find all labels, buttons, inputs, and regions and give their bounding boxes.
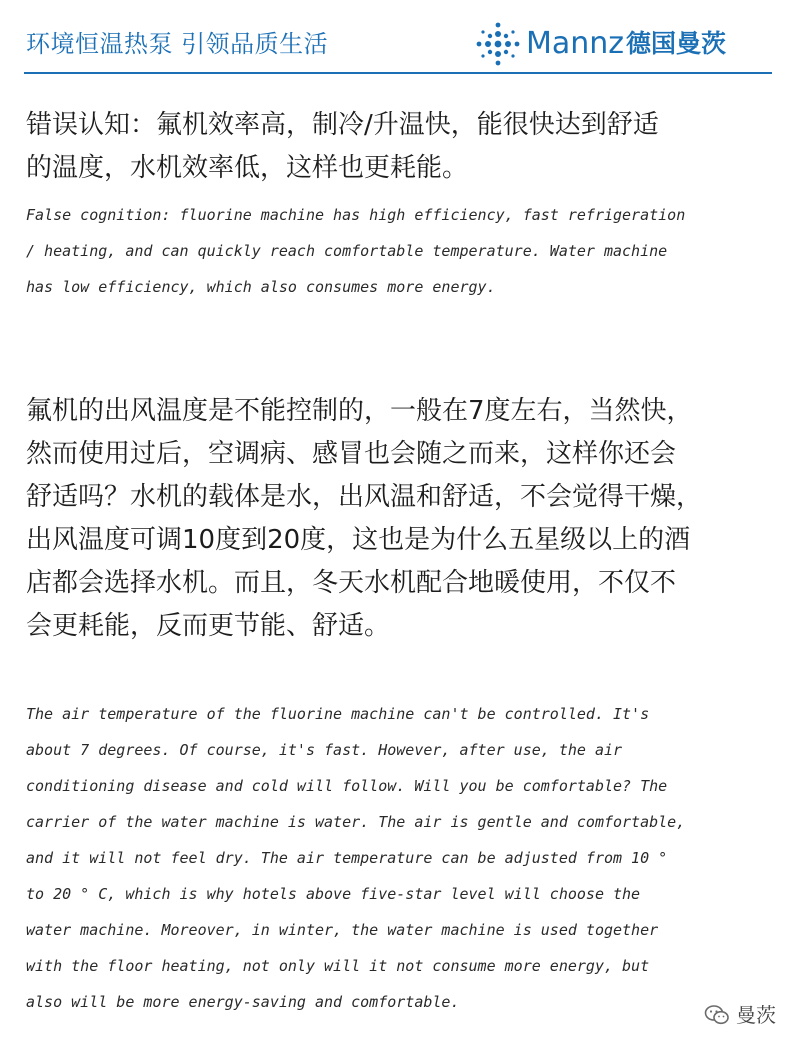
section1-chinese-text — [26, 104, 786, 190]
text-line: 会更耗能，反而更节能、舒适。 — [26, 611, 391, 641]
brand-logo-chinese: 德国曼茨 — [626, 29, 727, 58]
text-line: carrier of the water machine is water. The air is gentle and comfortable, — [26, 813, 686, 831]
brand-logo — [472, 20, 726, 68]
text-line: has low efficiency, which also consumes more energy. — [26, 278, 496, 296]
section2-english-text — [26, 696, 786, 1020]
text-line: 的温度，水机效率低，这样也更耗能。 — [26, 153, 469, 183]
brand-logo-latin: Mannz — [526, 26, 625, 61]
wechat-account-name: 曼茨 — [736, 1003, 776, 1027]
text-line: The air temperature of the fluorine machine can't be controlled. It's — [26, 705, 650, 723]
text-line: 错误认知：氟机效率高，制冷/升温快，能很快达到舒适 — [26, 110, 659, 140]
text-line: and it will not feel dry. The air temperature can be adjusted from 10 ° — [26, 849, 668, 867]
molecule-dots-icon — [472, 20, 524, 68]
header-divider — [24, 72, 772, 74]
header-slogan: 环境恒温热泵 引领品质生活 — [26, 30, 329, 58]
text-line: water machine. Moreover, in winter, the water machine is used together — [26, 921, 659, 939]
section2-chinese-text — [26, 390, 786, 648]
section1-english-text — [26, 197, 786, 305]
text-line: also will be more energy-saving and comfortable. — [26, 993, 460, 1011]
wechat-account-tag[interactable] — [704, 1000, 776, 1030]
text-line: 氟机的出风温度是不能控制的，一般在7度左右，当然快， — [26, 396, 693, 426]
text-line: 然而使用过后，空调病、感冒也会随之而来，这样你还会 — [26, 439, 677, 469]
text-line: 出风温度可调10度到20度，这也是为什么五星级以上的酒 — [26, 525, 691, 555]
text-line: to 20 ° C, which is why hotels above five-star level will choose the — [26, 885, 641, 903]
wechat-icon — [704, 1004, 730, 1026]
text-line: about 7 degrees. Of course, it's fast. However, after use, the air — [26, 741, 623, 759]
text-line: / heating, and can quickly reach comfortable temperature. Water machine — [26, 242, 668, 260]
page-header — [0, 0, 800, 74]
text-line: False cognition: fluorine machine has high efficiency, fast refrigeration — [26, 206, 686, 224]
text-line: 店都会选择水机。而且，冬天水机配合地暖使用，不仅不 — [26, 568, 677, 598]
text-line: 舒适吗？水机的载体是水，出风温和舒适，不会觉得干燥， — [26, 482, 703, 512]
text-line: conditioning disease and cold will follow. Will you be comfortable? The — [26, 777, 668, 795]
text-line: with the floor heating, not only will it not consume more energy, but — [26, 957, 650, 975]
